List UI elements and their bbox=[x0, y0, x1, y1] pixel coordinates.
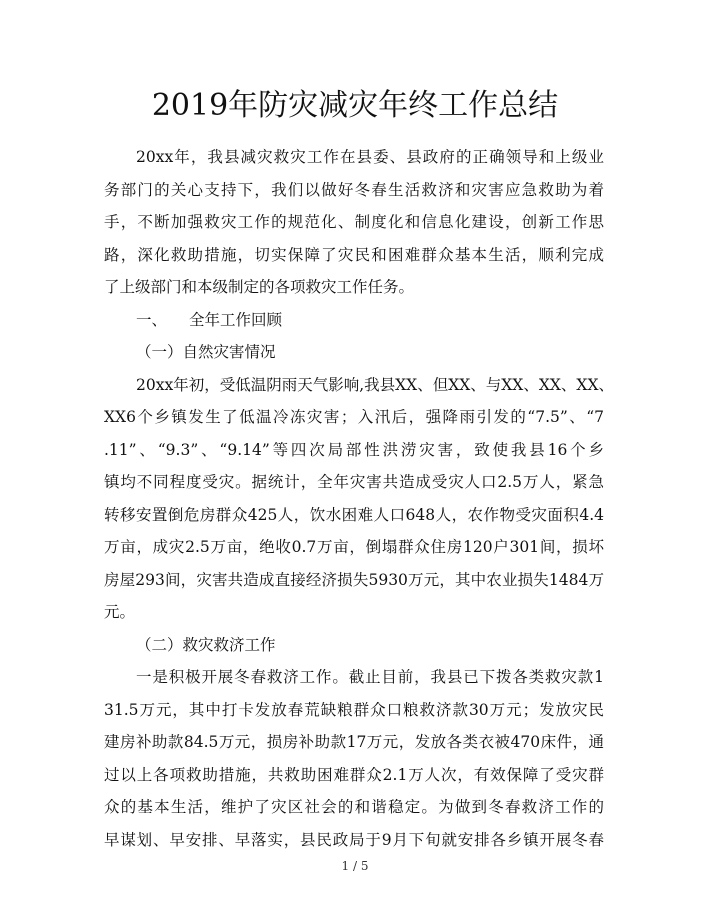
page-indicator: 1 / 5 bbox=[341, 859, 369, 873]
paragraph-line: 手，不断加强救灾工作的规范化、制度化和信息化建设，创新工作思 bbox=[104, 213, 604, 231]
paragraph-line: .11”、“9.3”、“9.14”等四次局部性洪涝灾害，致使我县16个乡 bbox=[104, 440, 604, 459]
paragraph-line: 万亩，成灾2.5万亩，绝收0.7万亩，倒塌群众住房120户301间，损坏 bbox=[104, 538, 604, 556]
paragraph-line: 20xx年，我县减灾救灾工作在县委、县政府的正确领导和上级业 bbox=[136, 148, 604, 166]
paragraph-line: 元。 bbox=[104, 603, 136, 621]
document-body bbox=[104, 141, 614, 856]
paragraph-line: XX6个乡镇发生了低温冷冻灾害；入汛后，强降雨引发的“7.5”、“7 bbox=[104, 408, 604, 426]
paragraph-line: 31.5万元，其中打卡发放春荒缺粮群众口粮救济款30万元；发放灾民 bbox=[104, 700, 604, 719]
document-title: 2019年防灾减灾年终工作总结 bbox=[151, 88, 559, 123]
paragraph-line: 一是积极开展冬春救济工作。截止目前，我县已下拨各类救灾款1 bbox=[136, 668, 604, 686]
paragraph-line: 路，深化救助措施，切实保障了灾民和困难群众基本生活，顺利完成 bbox=[104, 245, 604, 264]
paragraph-line: 众的基本生活，维护了灾区社会的和谐稳定。为做到冬春救济工作的 bbox=[104, 798, 604, 816]
section-number: 一、 bbox=[136, 310, 168, 329]
paragraph-line: 20xx年初，受低温阴雨天气影响,我县XX、但XX、与XX、XX、XX、 bbox=[136, 375, 614, 394]
paragraph-line: 建房补助款84.5万元，损房补助款17万元，发放各类衣被470床件，通 bbox=[104, 733, 604, 751]
paragraph-line: 早谋划、早安排、早落实，县民政局于9月下旬就安排各乡镇开展冬春 bbox=[104, 830, 604, 849]
paragraph-line: 务部门的关心支持下，我们以做好冬春生活救济和灾害应急救助为着 bbox=[104, 180, 604, 199]
paragraph-line: 了上级部门和本级制定的各项救灾工作任务。 bbox=[104, 278, 415, 296]
subsection-heading: （二）救灾救济工作 bbox=[136, 635, 276, 654]
paragraph-line: 房屋293间，灾害共造成直接经济损失5930万元，其中农业损失1484万 bbox=[104, 570, 604, 589]
section-title: 全年工作回顾 bbox=[189, 310, 283, 329]
paragraph-line: 镇均不同程度受灾。据统计，全年灾害共造成受灾人口2.5万人，紧急 bbox=[104, 473, 604, 491]
paragraph-line: 过以上各项救助措施，共救助困难群众2.1万人次，有效保障了受灾群 bbox=[104, 765, 604, 784]
subsection-heading: （一）自然灾害情况 bbox=[136, 343, 276, 361]
section-heading bbox=[104, 304, 604, 337]
paragraph-line: 转移安置倒危房群众425人，饮水困难人口648人，农作物受灾面积4.4 bbox=[104, 505, 604, 524]
